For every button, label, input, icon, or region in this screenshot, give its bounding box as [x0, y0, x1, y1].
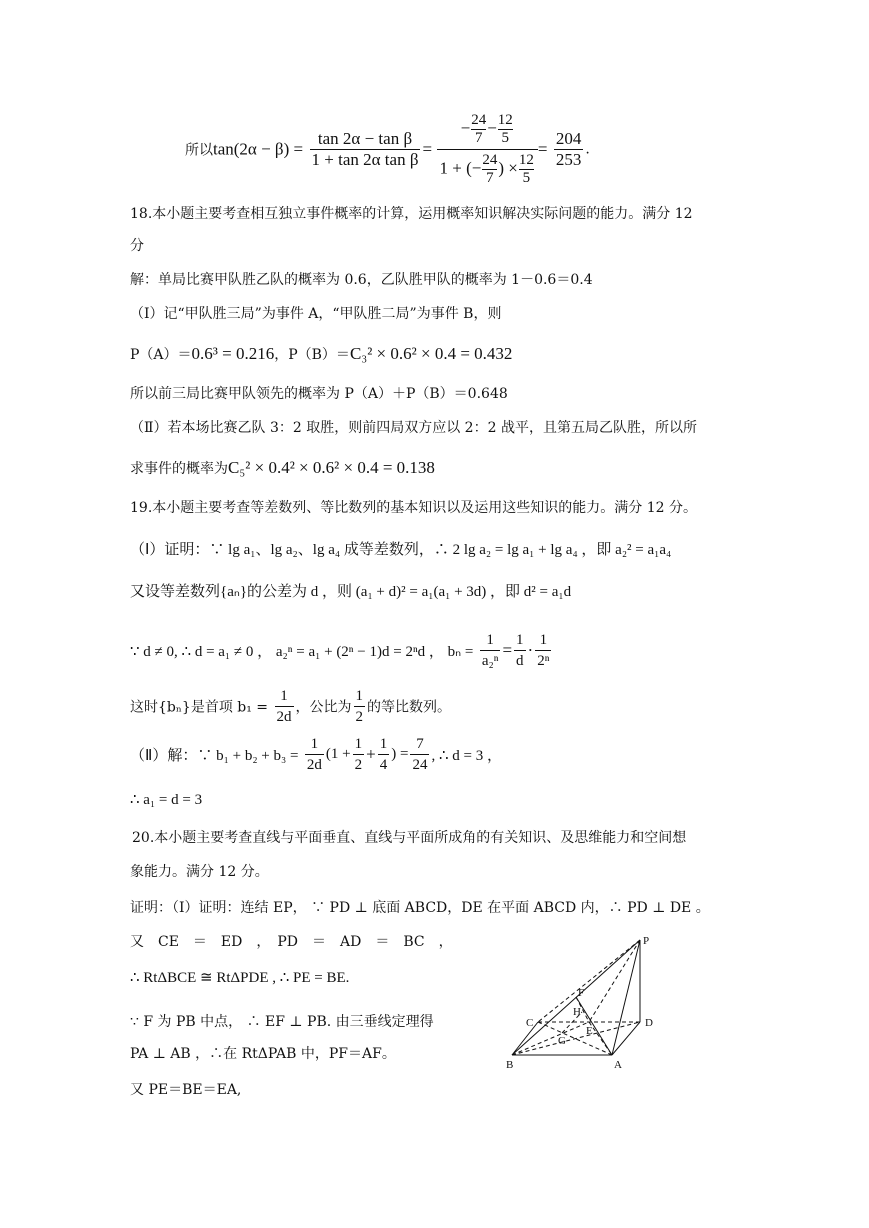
q19-line1: （Ⅰ）证明：∵ lg a₁、lg a₂、lg a₄ 成等差数列，∴ 2 lg a₂ = lg a₁ + lg a₄ ，即 a₂² = a₁a₄ — [130, 542, 672, 558]
q19-line3: ∵ d ≠ 0, ∴ d = a₁ ≠ 0 ， a₂ⁿ = a₁ + (2ⁿ − 1)d = 2ⁿd ， bₙ = $\frac{1}{\text{a₂ⁿ}}$ = $\frac{1}{d}$ · $\frac{1}{\text{2ⁿ}}$ — [130, 632, 550, 669]
q18-prob-line: P（A）＝0.6³ = 0.216，P（B）＝C₃² × 0.6² × 0.4 = 0.432 — [130, 344, 513, 363]
q20-line6: 又 PE＝BE＝EA, — [130, 1082, 242, 1098]
label-A: A — [614, 1059, 622, 1071]
label-G: G — [558, 1035, 566, 1047]
q18-part2-result: 求事件的概率为C₅² × 0.4² × 0.6² × 0.4 = 0.138 — [130, 458, 435, 477]
q18-p2-expr: C₅² × 0.4² × 0.6² × 0.4 = 0.138 — [228, 458, 435, 477]
formula-frac1: $\frac{\text{tan 2α − tan β}}{\text{1 + tan 2α tan β}}$ — [311, 129, 419, 169]
edge-PC — [538, 940, 640, 1022]
q20-title: 20.本小题主要考查直线与平面垂直、直线与平面所成角的有关知识、及思维能力和空间想 — [132, 830, 687, 846]
label-P: P — [643, 935, 650, 947]
q20-line1: 证明：（Ⅰ）证明：连结 EP， ∵ PD ⊥ 底面 ABCD，DE 在平面 ABCD 内，∴ PD ⊥ DE 。 — [130, 900, 710, 916]
q20-title-cont: 象能力。满分 12 分。 — [130, 864, 269, 880]
formula-lhs: tan(2α − β) = — [213, 139, 304, 159]
label-H: H — [573, 1006, 581, 1018]
q18-title-cont: 分 — [130, 238, 144, 254]
q20-line5: PA ⊥ AB ，∴在 RtΔPAB 中，PF＝AF。 — [130, 1046, 396, 1062]
q19-line2: 又设等差数列{aₙ}的公差为 d ，则 (a₁ + d)² = a₁(a₁ + 3d) ，即 d² = a₁d — [130, 584, 572, 600]
formula-prefix: 所以 — [185, 142, 213, 159]
label-C: C — [526, 1017, 534, 1029]
q18-solution: 解：单局比赛甲队胜乙队的概率为 0.6，乙队胜甲队的概率为 1－0.6＝0.4 — [130, 272, 593, 288]
q18-pa-expr: 0.6³ = 0.216 — [191, 344, 275, 363]
formula-frac2: − $\frac{24}{7}$ − $\frac{12}{5}$ 1 + (− $\frac{24}{7}$ ) × $\frac{12}{5}$ — [437, 112, 538, 187]
label-B: B — [506, 1059, 514, 1071]
label-E: E — [586, 1025, 593, 1037]
q20-line3: ∴ RtΔBCE ≅ RtΔPDE , ∴ PE = BE. — [130, 970, 350, 986]
edge-PE — [589, 940, 640, 1022]
q20-line2: 又 CE ＝ ED ， PD ＝ AD ＝ BC ， — [130, 934, 453, 950]
label-F: F — [578, 987, 585, 999]
q18-pb-expr: C₃² × 0.6² × 0.4 = 0.432 — [349, 344, 513, 363]
formula-tan-difference: 所以tan(2α − β) = $\frac{\text{tan 2α − tan β}}{\text{1 + tan 2α tan β}}$ = − $\frac{24}{7}$ − $\frac{12}{5}$ 1 + (− $\frac{24}{7}$ ) × $\frac{12}{5}$ = $\frac{204}{253}$ . — [185, 112, 590, 186]
q19-line4: 这时{bₙ}是首项 b₁ = $\frac{1}{2d}$ ，公比为 $\frac{1}{2}$ 的等比数列。 — [130, 688, 451, 725]
q18-title: 18.本小题主要考查相互独立事件概率的计算，运用概率知识解决实际问题的能力。满分 12 — [130, 206, 693, 222]
q19-line5: （Ⅱ）解：∵ b₁ + b₂ + b₃ = $\frac{1}{2d}$ (1 + $\frac{1}{2}$ + $\frac{1}{4}$ ) = $\frac{7}{24}$ , ∴ d = 3 ， — [130, 736, 502, 773]
q19-line6: ∴ a₁ = d = 3 — [130, 792, 203, 808]
edge-BE — [512, 1022, 589, 1055]
formula-result: $\frac{204}{253}$ — [555, 129, 582, 169]
label-D: D — [645, 1017, 653, 1029]
q18-part2: （Ⅱ）若本场比赛乙队 3：2 取胜，则前四局双方应以 2：2 战平，且第五局乙队胜，所以所 — [130, 420, 697, 436]
q18-part1: （Ⅰ）记“甲队胜三局”为事件 A，“甲队胜二局”为事件 B，则 — [130, 306, 502, 322]
q18-part1-result: 所以前三局比赛甲队领先的概率为 P（A）＋P（B）＝0.648 — [130, 386, 508, 402]
edge-BC — [512, 1022, 538, 1055]
q19-title: 19.本小题主要考查等差数列、等比数列的基本知识以及运用这些知识的能力。满分 12 分。 — [130, 500, 697, 516]
q20-line4: ∵ F 为 PB 中点， ∴ EF ⊥ PB. 由三垂线定理得 — [130, 1014, 434, 1030]
edge-FA — [576, 997, 612, 1055]
pyramid-figure — [500, 930, 670, 1075]
